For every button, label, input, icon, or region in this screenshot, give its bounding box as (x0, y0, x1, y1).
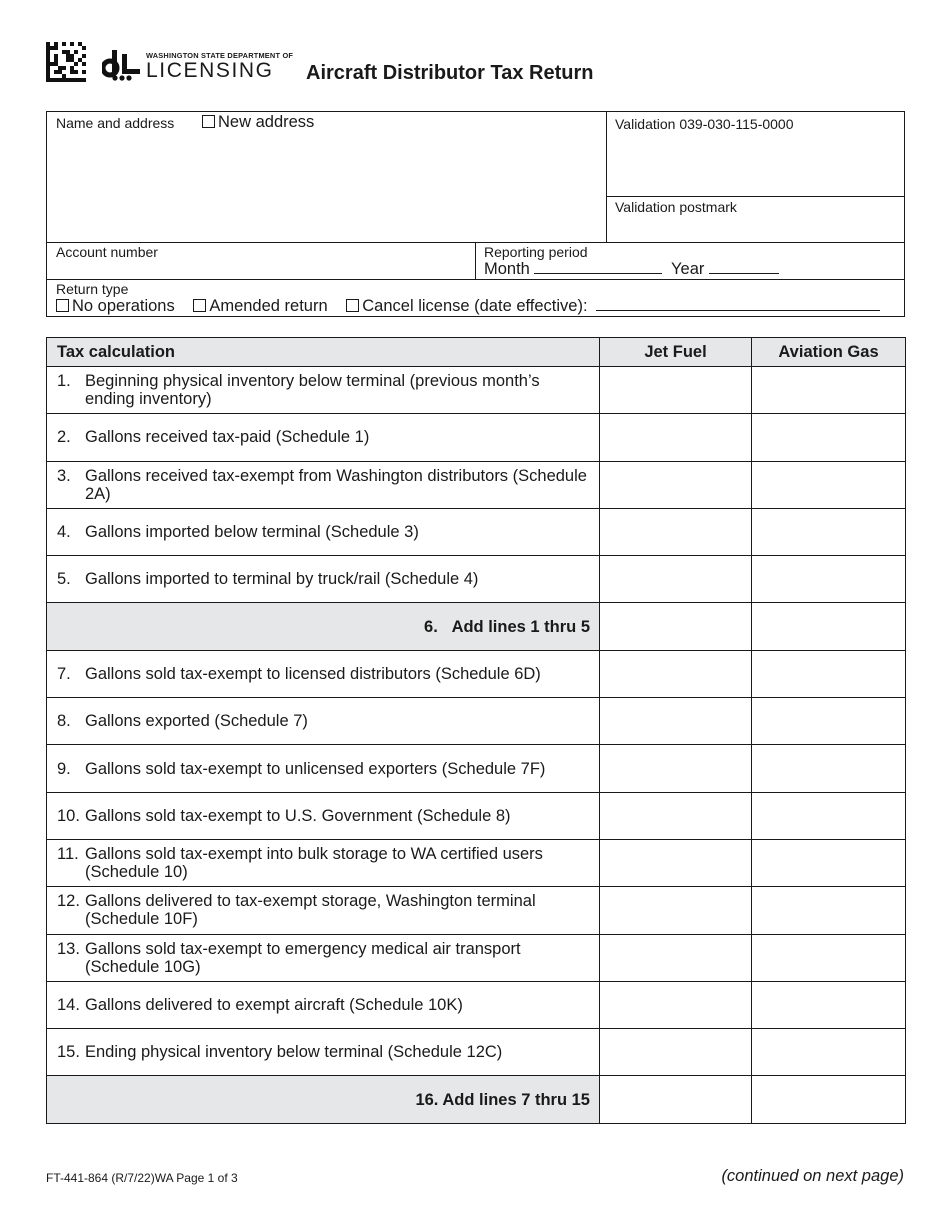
jet-fuel-cell[interactable] (600, 981, 752, 1028)
table-row (47, 508, 906, 555)
line-text: Gallons received tax-paid (Schedule 1) (85, 428, 370, 447)
cancel-date-input[interactable] (596, 297, 880, 311)
jet-fuel-cell[interactable] (600, 461, 752, 508)
line-number: 14. (57, 996, 80, 1014)
jet-fuel-cell[interactable] (600, 1029, 752, 1076)
table-row (47, 650, 906, 697)
line-description (47, 508, 600, 555)
line-number: 9. (57, 759, 71, 778)
jet-fuel-cell[interactable] (600, 367, 752, 414)
page-title: Aircraft Distributor Tax Return (306, 62, 594, 84)
line-text: Gallons delivered to tax-exempt storage, Washington terminal (Schedule 10F) (85, 892, 536, 929)
continued-note: (continued on next page) (721, 1167, 904, 1185)
table-row (47, 367, 906, 414)
line-description (47, 745, 600, 792)
line-description (47, 934, 600, 981)
agency-licensing: LICENSING (146, 59, 274, 83)
return-type-field (47, 279, 905, 317)
line-number: 2. (57, 428, 71, 447)
total-description (47, 1076, 600, 1123)
table-row (47, 887, 906, 934)
amended-return-option[interactable] (193, 297, 327, 315)
line-number: 7. (57, 664, 71, 683)
line-text: Gallons delivered to exempt aircraft (Schedule 10K) (85, 996, 463, 1014)
table-row (47, 556, 906, 603)
line-text: Gallons sold tax-exempt to emergency medical air transport (Schedule 10G) (85, 939, 521, 976)
line-text: Add lines 1 thru 5 (451, 617, 590, 636)
name-address-field[interactable] (47, 112, 607, 242)
reporting-period-inputs (484, 260, 779, 279)
validation-postmark-label: Validation postmark (615, 199, 737, 215)
line-description (47, 698, 600, 745)
aviation-gas-cell[interactable] (752, 745, 906, 792)
aviation-gas-cell[interactable] (752, 1076, 906, 1123)
line-text: Gallons sold tax-exempt to licensed distributors (Schedule 6D) (85, 664, 541, 683)
table-header-row (47, 338, 906, 367)
line-description (47, 887, 600, 934)
header-tax-calculation: Tax calculation (47, 338, 600, 367)
taxpayer-info-box (46, 111, 905, 317)
line-description (47, 792, 600, 839)
jet-fuel-cell[interactable] (600, 792, 752, 839)
line-number: 11. (57, 845, 79, 864)
cancel-license-option[interactable] (346, 297, 587, 315)
aviation-gas-cell[interactable] (752, 650, 906, 697)
validation-field (607, 112, 905, 197)
line-text: Gallons imported to terminal by truck/rail (Schedule 4) (85, 570, 479, 589)
datamatrix-code (46, 42, 86, 82)
return-type-label: Return type (56, 281, 129, 297)
name-address-label: Name and address (56, 115, 175, 131)
line-number: 5. (57, 570, 71, 589)
aviation-gas-cell[interactable] (752, 981, 906, 1028)
line-text: Gallons sold tax-exempt to unlicensed exporters (Schedule 7F) (85, 759, 546, 778)
jet-fuel-cell[interactable] (600, 887, 752, 934)
reporting-period-label: Reporting period (484, 244, 588, 260)
aviation-gas-cell[interactable] (752, 508, 906, 555)
line-number: 16. (415, 1090, 439, 1109)
line-number: 13. (57, 939, 80, 958)
agency-department: WASHINGTON STATE DEPARTMENT OF (146, 51, 294, 60)
line-text: Gallons imported below terminal (Schedule 3) (85, 523, 419, 542)
subtotal-row (47, 603, 906, 650)
table-row (47, 698, 906, 745)
table-row (47, 414, 906, 461)
line-text: Gallons sold tax-exempt to U.S. Government (Schedule 8) (85, 806, 511, 825)
amended-return-label: Amended return (209, 297, 328, 315)
dol-logo-icon (102, 50, 142, 82)
line-description (47, 414, 600, 461)
line-number: 8. (57, 712, 71, 731)
table-row (47, 792, 906, 839)
reporting-period-field (476, 242, 905, 279)
line-description (47, 839, 600, 886)
validation-postmark-field (607, 197, 905, 242)
month-label: Month (484, 260, 530, 278)
cancel-license-checkbox[interactable] (346, 299, 359, 312)
aviation-gas-cell[interactable] (752, 934, 906, 981)
table-row (47, 981, 906, 1028)
jet-fuel-cell[interactable] (600, 745, 752, 792)
line-description (47, 367, 600, 414)
header-aviation-gas: Aviation Gas (752, 338, 906, 367)
total-row (47, 1076, 906, 1123)
line-number: 12. (57, 892, 80, 911)
no-operations-label: No operations (72, 297, 175, 315)
line-description (47, 1029, 600, 1076)
line-description (47, 981, 600, 1028)
amended-return-checkbox[interactable] (193, 299, 206, 312)
aviation-gas-cell[interactable] (752, 887, 906, 934)
new-address-label: New address (218, 113, 315, 131)
month-input[interactable] (534, 260, 662, 274)
subtotal-description (47, 603, 600, 650)
table-row (47, 1029, 906, 1076)
agency-name (146, 52, 293, 81)
line-text: Gallons received tax-exempt from Washington distributors (Schedule 2A) (85, 466, 587, 503)
tax-calculation-table (46, 337, 906, 1124)
line-text: Gallons exported (Schedule 7) (85, 712, 308, 731)
line-text: Gallons sold tax-exempt into bulk storage to WA certified users (Schedule 10) (85, 845, 543, 882)
line-number: 15. (57, 1043, 80, 1062)
return-type-options (56, 297, 880, 316)
page-header (46, 42, 906, 86)
jet-fuel-cell[interactable] (600, 698, 752, 745)
aviation-gas-cell[interactable] (752, 556, 906, 603)
year-label: Year (671, 260, 705, 278)
line-description (47, 461, 600, 508)
line-number: 4. (57, 523, 71, 542)
aviation-gas-cell[interactable] (752, 367, 906, 414)
jet-fuel-cell[interactable] (600, 414, 752, 461)
validation-label: Validation 039-030-115-0000 (615, 116, 794, 132)
account-number-field[interactable] (47, 242, 476, 279)
line-number: 6. (424, 617, 438, 636)
no-operations-option[interactable] (56, 297, 175, 315)
no-operations-checkbox[interactable] (56, 299, 69, 312)
aviation-gas-cell[interactable] (752, 414, 906, 461)
jet-fuel-cell[interactable] (600, 556, 752, 603)
table-row (47, 839, 906, 886)
line-text: Beginning physical inventory below terminal (previous month’s ending inventory) (85, 372, 540, 409)
aviation-gas-cell[interactable] (752, 792, 906, 839)
jet-fuel-cell[interactable] (600, 508, 752, 555)
line-number: 10. (57, 806, 80, 825)
aviation-gas-cell[interactable] (752, 603, 906, 650)
jet-fuel-cell[interactable] (600, 1076, 752, 1123)
line-text: Add lines 7 thru 15 (442, 1090, 590, 1109)
aviation-gas-cell[interactable] (752, 839, 906, 886)
aviation-gas-cell[interactable] (752, 1029, 906, 1076)
aviation-gas-cell[interactable] (752, 698, 906, 745)
new-address-option[interactable] (202, 113, 314, 132)
line-description (47, 650, 600, 697)
account-number-label: Account number (56, 244, 158, 260)
jet-fuel-cell[interactable] (600, 839, 752, 886)
aviation-gas-cell[interactable] (752, 461, 906, 508)
year-input[interactable] (709, 260, 779, 274)
table-row (47, 461, 906, 508)
jet-fuel-cell[interactable] (600, 650, 752, 697)
form-number: FT-441-864 (R/7/22)WA Page 1 of 3 (46, 1171, 238, 1185)
cancel-license-label: Cancel license (date effective): (362, 297, 588, 315)
line-text: Ending physical inventory below terminal (Schedule 12C) (85, 1043, 503, 1062)
line-description (47, 556, 600, 603)
header-jet-fuel: Jet Fuel (600, 338, 752, 367)
jet-fuel-cell[interactable] (600, 934, 752, 981)
new-address-checkbox[interactable] (202, 115, 215, 128)
line-number: 1. (57, 372, 71, 391)
table-row (47, 934, 906, 981)
line-number: 3. (57, 466, 71, 485)
jet-fuel-cell[interactable] (600, 603, 752, 650)
table-row (47, 745, 906, 792)
